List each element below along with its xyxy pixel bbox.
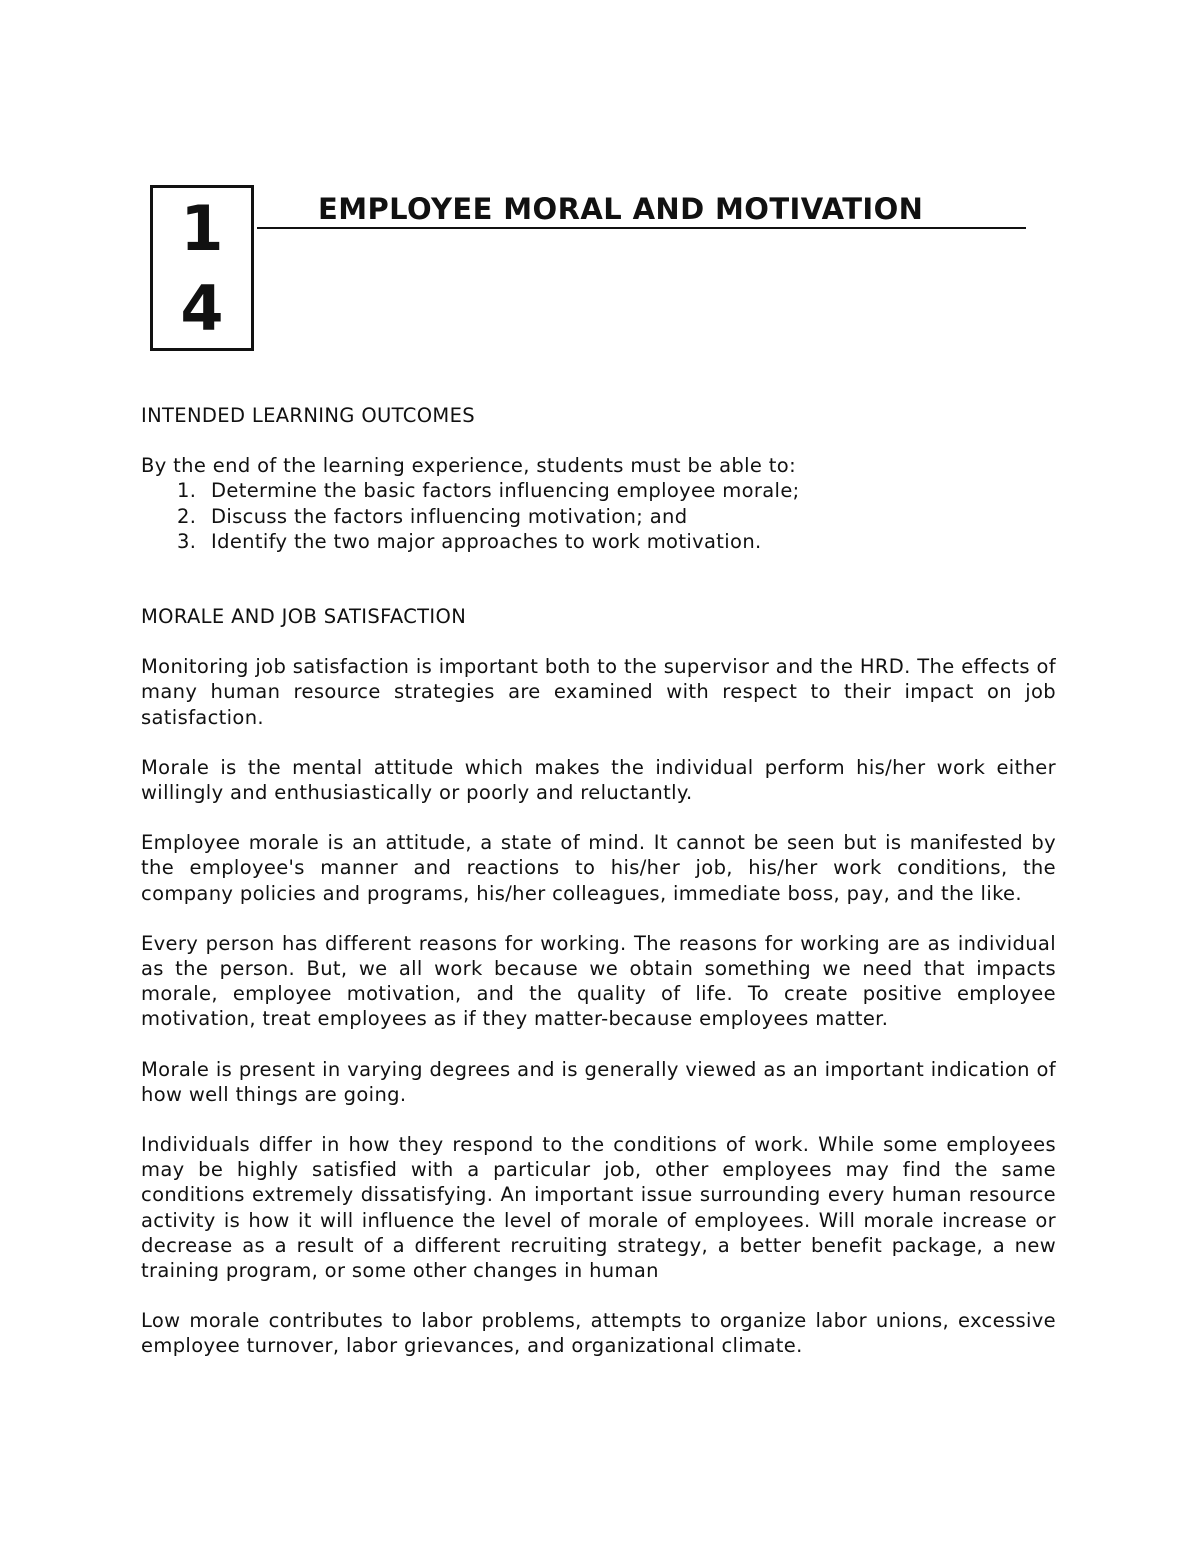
learning-outcomes-intro: By the end of the learning experience, students must be able to:	[141, 454, 796, 478]
learning-outcomes-heading: INTENDED LEARNING OUTCOMES	[141, 404, 475, 427]
chapter-number-second-digit: 4	[180, 272, 224, 345]
learning-outcomes-section	[141, 403, 1056, 554]
paragraph: Monitoring job satisfaction is important both to the supervisor and the HRD. The effects of many human resource strategies are examined with respect to their impact on job satisfaction.	[141, 655, 1056, 729]
chapter-title: EMPLOYEE MORAL AND MOTIVATION	[318, 192, 924, 226]
outcome-item	[177, 478, 1056, 503]
outcome-text: Identify the two major approaches to work motivation.	[211, 529, 762, 553]
outcome-number: 2.	[177, 504, 197, 528]
outcome-text: Discuss the factors influencing motivation; and	[211, 504, 688, 528]
morale-heading: MORALE AND JOB SATISFACTION	[141, 605, 467, 629]
morale-section	[141, 604, 1056, 1359]
chapter-number-box	[150, 185, 254, 351]
paragraph: Low morale contributes to labor problems, attempts to organize labor unions, excessive employee turnover, labor grievances, and organizational climate.	[141, 1309, 1056, 1358]
paragraph: Every person has different reasons for working. The reasons for working are as individual as the person. But, we all work because we obtain something we need that impacts morale, employee motivation, and the quality of life. To create positive employee motivation, treat employees as if they matter-because employees matter.	[141, 931, 1056, 1031]
chapter-number-first-digit: 1	[180, 192, 224, 265]
outcome-item	[177, 504, 1056, 529]
outcome-number: 3.	[177, 529, 197, 553]
outcome-number: 1.	[177, 479, 197, 503]
learning-outcomes-list	[141, 478, 1056, 554]
document-body	[141, 403, 1056, 1359]
paragraph: Employee morale is an attitude, a state of mind. It cannot be seen but is manifested by the employee's manner and reactions to his/her job, his/her work conditions, the company policies and programs, his/her colleagues, immediate boss, pay, and the like.	[141, 831, 1056, 905]
paragraph: Morale is the mental attitude which makes the individual perform his/her work either willingly and enthusiastically or poorly and reluctantly.	[141, 755, 1056, 805]
outcome-item	[177, 529, 1056, 554]
outcome-text: Determine the basic factors influencing employee morale;	[211, 479, 800, 503]
paragraph: Morale is present in varying degrees and is generally viewed as an important indication of how well things are going.	[141, 1057, 1056, 1106]
title-underline	[257, 227, 1026, 229]
paragraph: Individuals differ in how they respond to the conditions of work. While some employees may be highly satisfied with a particular job, other employees may find the same conditions extremely dissatisfying. An important issue surrounding every human resource activity is how it will influence the level of morale of employees. Will morale increase or decrease as a result of a different recruiting strategy, a better benefit package, a new training program, or some other changes in human	[141, 1133, 1056, 1283]
